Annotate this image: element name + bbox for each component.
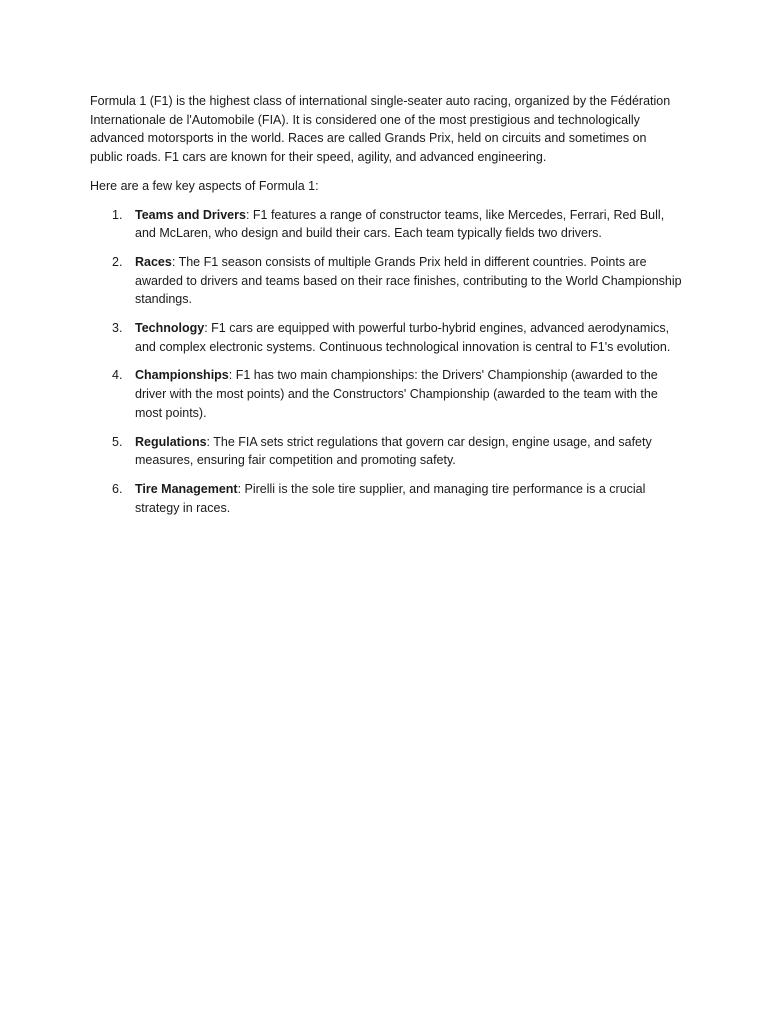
list-term: Technology xyxy=(135,321,205,336)
list-number: 5. xyxy=(112,434,123,449)
lead-in-paragraph: Here are a few key aspects of Formula 1: xyxy=(90,178,319,193)
list-item-technology xyxy=(90,319,682,356)
list-text: : The FIA sets strict regulations that govern car design, engine usage, and safety measures, ensuring fair competition and promoting safety. xyxy=(135,434,652,468)
key-aspects-list xyxy=(90,206,682,518)
document-page xyxy=(90,92,682,527)
list-term: Races xyxy=(135,254,172,269)
list-term: Regulations xyxy=(135,434,207,449)
list-number: 6. xyxy=(112,481,123,496)
intro-paragraph: Formula 1 (F1) is the highest class of international single-seater auto racing, organized by the Fédération Internationale de l'Automobile (FIA). It is considered one of the most prestigious and technologically advanced motorsports in the world. Races are called Grands Prix, held on circuits and sometimes on public roads. F1 cars are known for their speed, agility, and advanced engineering. xyxy=(90,94,671,165)
list-number: 1. xyxy=(112,207,123,222)
list-item-teams-and-drivers xyxy=(90,206,682,243)
list-text: : F1 has two main championships: the Drivers' Championship (awarded to the driver with the most points) and the Constructors' Championship (awarded to the team with the most points). xyxy=(135,368,658,420)
list-term: Tire Management xyxy=(135,481,238,496)
list-text: : The F1 season consists of multiple Grands Prix held in different countries. Points are awarded to drivers and teams based on their race finishes, contributing to the World Championship standings. xyxy=(135,254,682,307)
list-item-regulations xyxy=(90,433,682,470)
list-text: : F1 features a range of constructor teams, like Mercedes, Ferrari, Red Bull, and McLaren, who design and build their cars. Each team typically fields two drivers. xyxy=(135,207,665,241)
list-term: Championships xyxy=(135,368,229,383)
list-number: 2. xyxy=(112,254,123,269)
list-term: Teams and Drivers xyxy=(135,207,246,222)
list-number: 3. xyxy=(112,321,123,336)
list-number: 4. xyxy=(112,368,123,383)
list-text: : Pirelli is the sole tire supplier, and managing tire performance is a crucial strategy in races. xyxy=(135,481,646,515)
list-item-races xyxy=(90,253,682,309)
list-item-tire-management xyxy=(90,480,682,517)
list-text: : F1 cars are equipped with powerful turbo-hybrid engines, advanced aerodynamics, and complex electronic systems. Continuous technological innovation is central to F1's evolution. xyxy=(135,321,671,354)
list-item-championships xyxy=(90,366,682,422)
